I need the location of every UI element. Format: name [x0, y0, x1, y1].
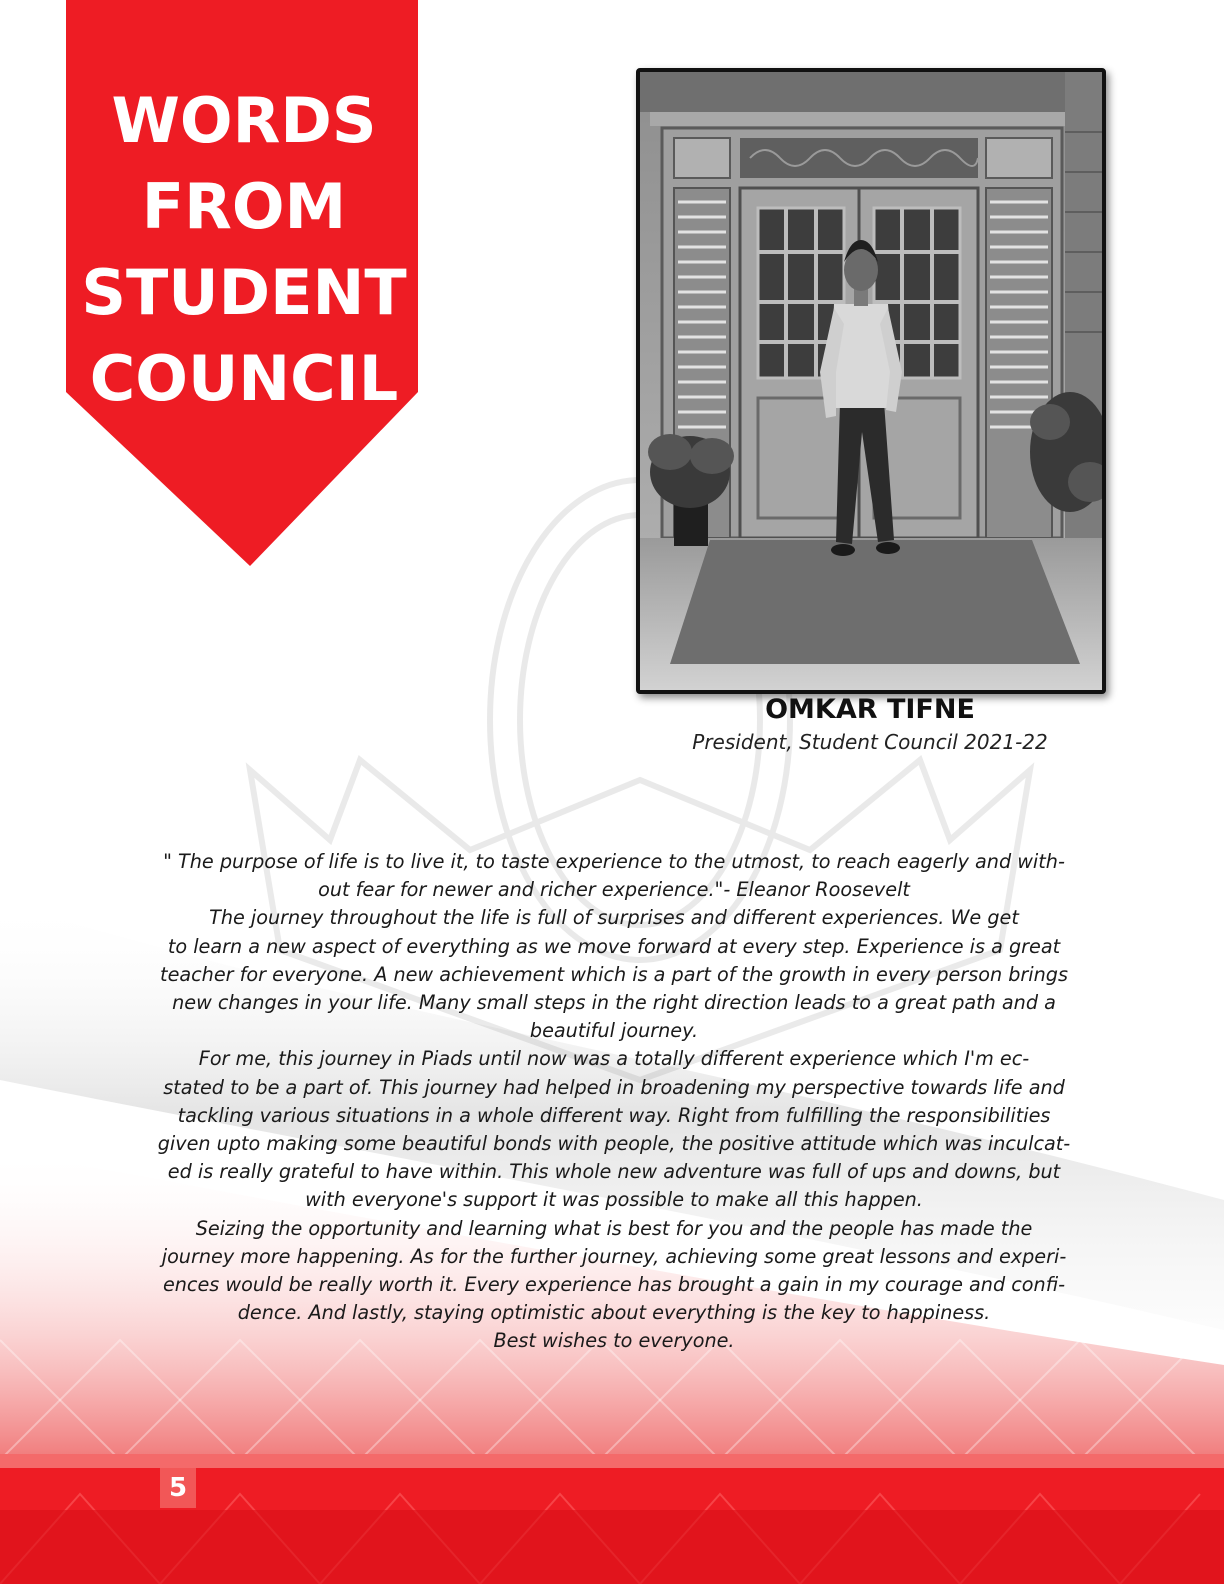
title-line: COUNCIL	[89, 342, 399, 415]
paragraph-line: new changes in your life. Many small steps in the right direction leads to a great path and a	[172, 991, 1056, 1015]
paragraph-line: ences would be really worth it. Every experience has brought a gain in my courage and confi-	[162, 1273, 1066, 1297]
paragraph-line: beautiful journey.	[529, 1019, 699, 1043]
paragraph-line: stated to be a part of. This journey had helped in broadening my perspective towards life and	[163, 1075, 1065, 1099]
page-number: 5	[160, 1468, 196, 1508]
paragraph-line: journey more happening. As for the further journey, achieving some great lessons and experi-	[161, 1244, 1067, 1268]
person-role: President, Student Council 2021-22	[692, 730, 1048, 754]
title-line: FROM	[141, 170, 347, 243]
paragraph-line: ed is really grateful to have within. This whole new adventure was full of ups and downs, but	[167, 1160, 1061, 1184]
paragraph-line: The journey throughout the life is full of surprises and different experiences. We get	[209, 906, 1019, 930]
person-name: OMKAR TIFNE	[765, 694, 975, 725]
paragraph-line: teacher for everyone. A new achievement which is a part of the growth in every person brings	[160, 962, 1068, 986]
paragraph-line: Seizing the opportunity and learning what is best for you and the people has made the	[195, 1216, 1033, 1240]
paragraph-line: given upto making some beautiful bonds with people, the positive attitude which was inculcat-	[157, 1132, 1071, 1156]
page-title	[70, 78, 418, 422]
paragraph-line: dence. And lastly, staying optimistic about everything is the key to happiness.	[237, 1301, 991, 1325]
paragraph-line: with everyone's support it was possible to make all this happen.	[305, 1188, 923, 1212]
closing-line: Best wishes to everyone.	[493, 1329, 735, 1353]
title-line: WORDS	[111, 84, 377, 157]
paragraph-line: to learn a new aspect of everything as we move forward at every step. Experience is a great	[167, 934, 1061, 958]
message-body	[84, 848, 1144, 1356]
quote-line: out fear for newer and richer experience."- Eleanor Roosevelt	[318, 878, 910, 902]
portrait-illustration	[640, 72, 1102, 690]
title-line: STUDENT	[81, 256, 407, 329]
paragraph-line: tackling various situations in a whole different way. Right from fulfilling the responsibilities	[177, 1103, 1051, 1127]
paragraph-line: For me, this journey in Piads until now was a totally different experience which I'm ec-	[198, 1047, 1030, 1071]
portrait-photo	[636, 68, 1106, 694]
quote-line: " The purpose of life is to live it, to taste experience to the utmost, to reach eagerly and with-	[163, 850, 1065, 873]
